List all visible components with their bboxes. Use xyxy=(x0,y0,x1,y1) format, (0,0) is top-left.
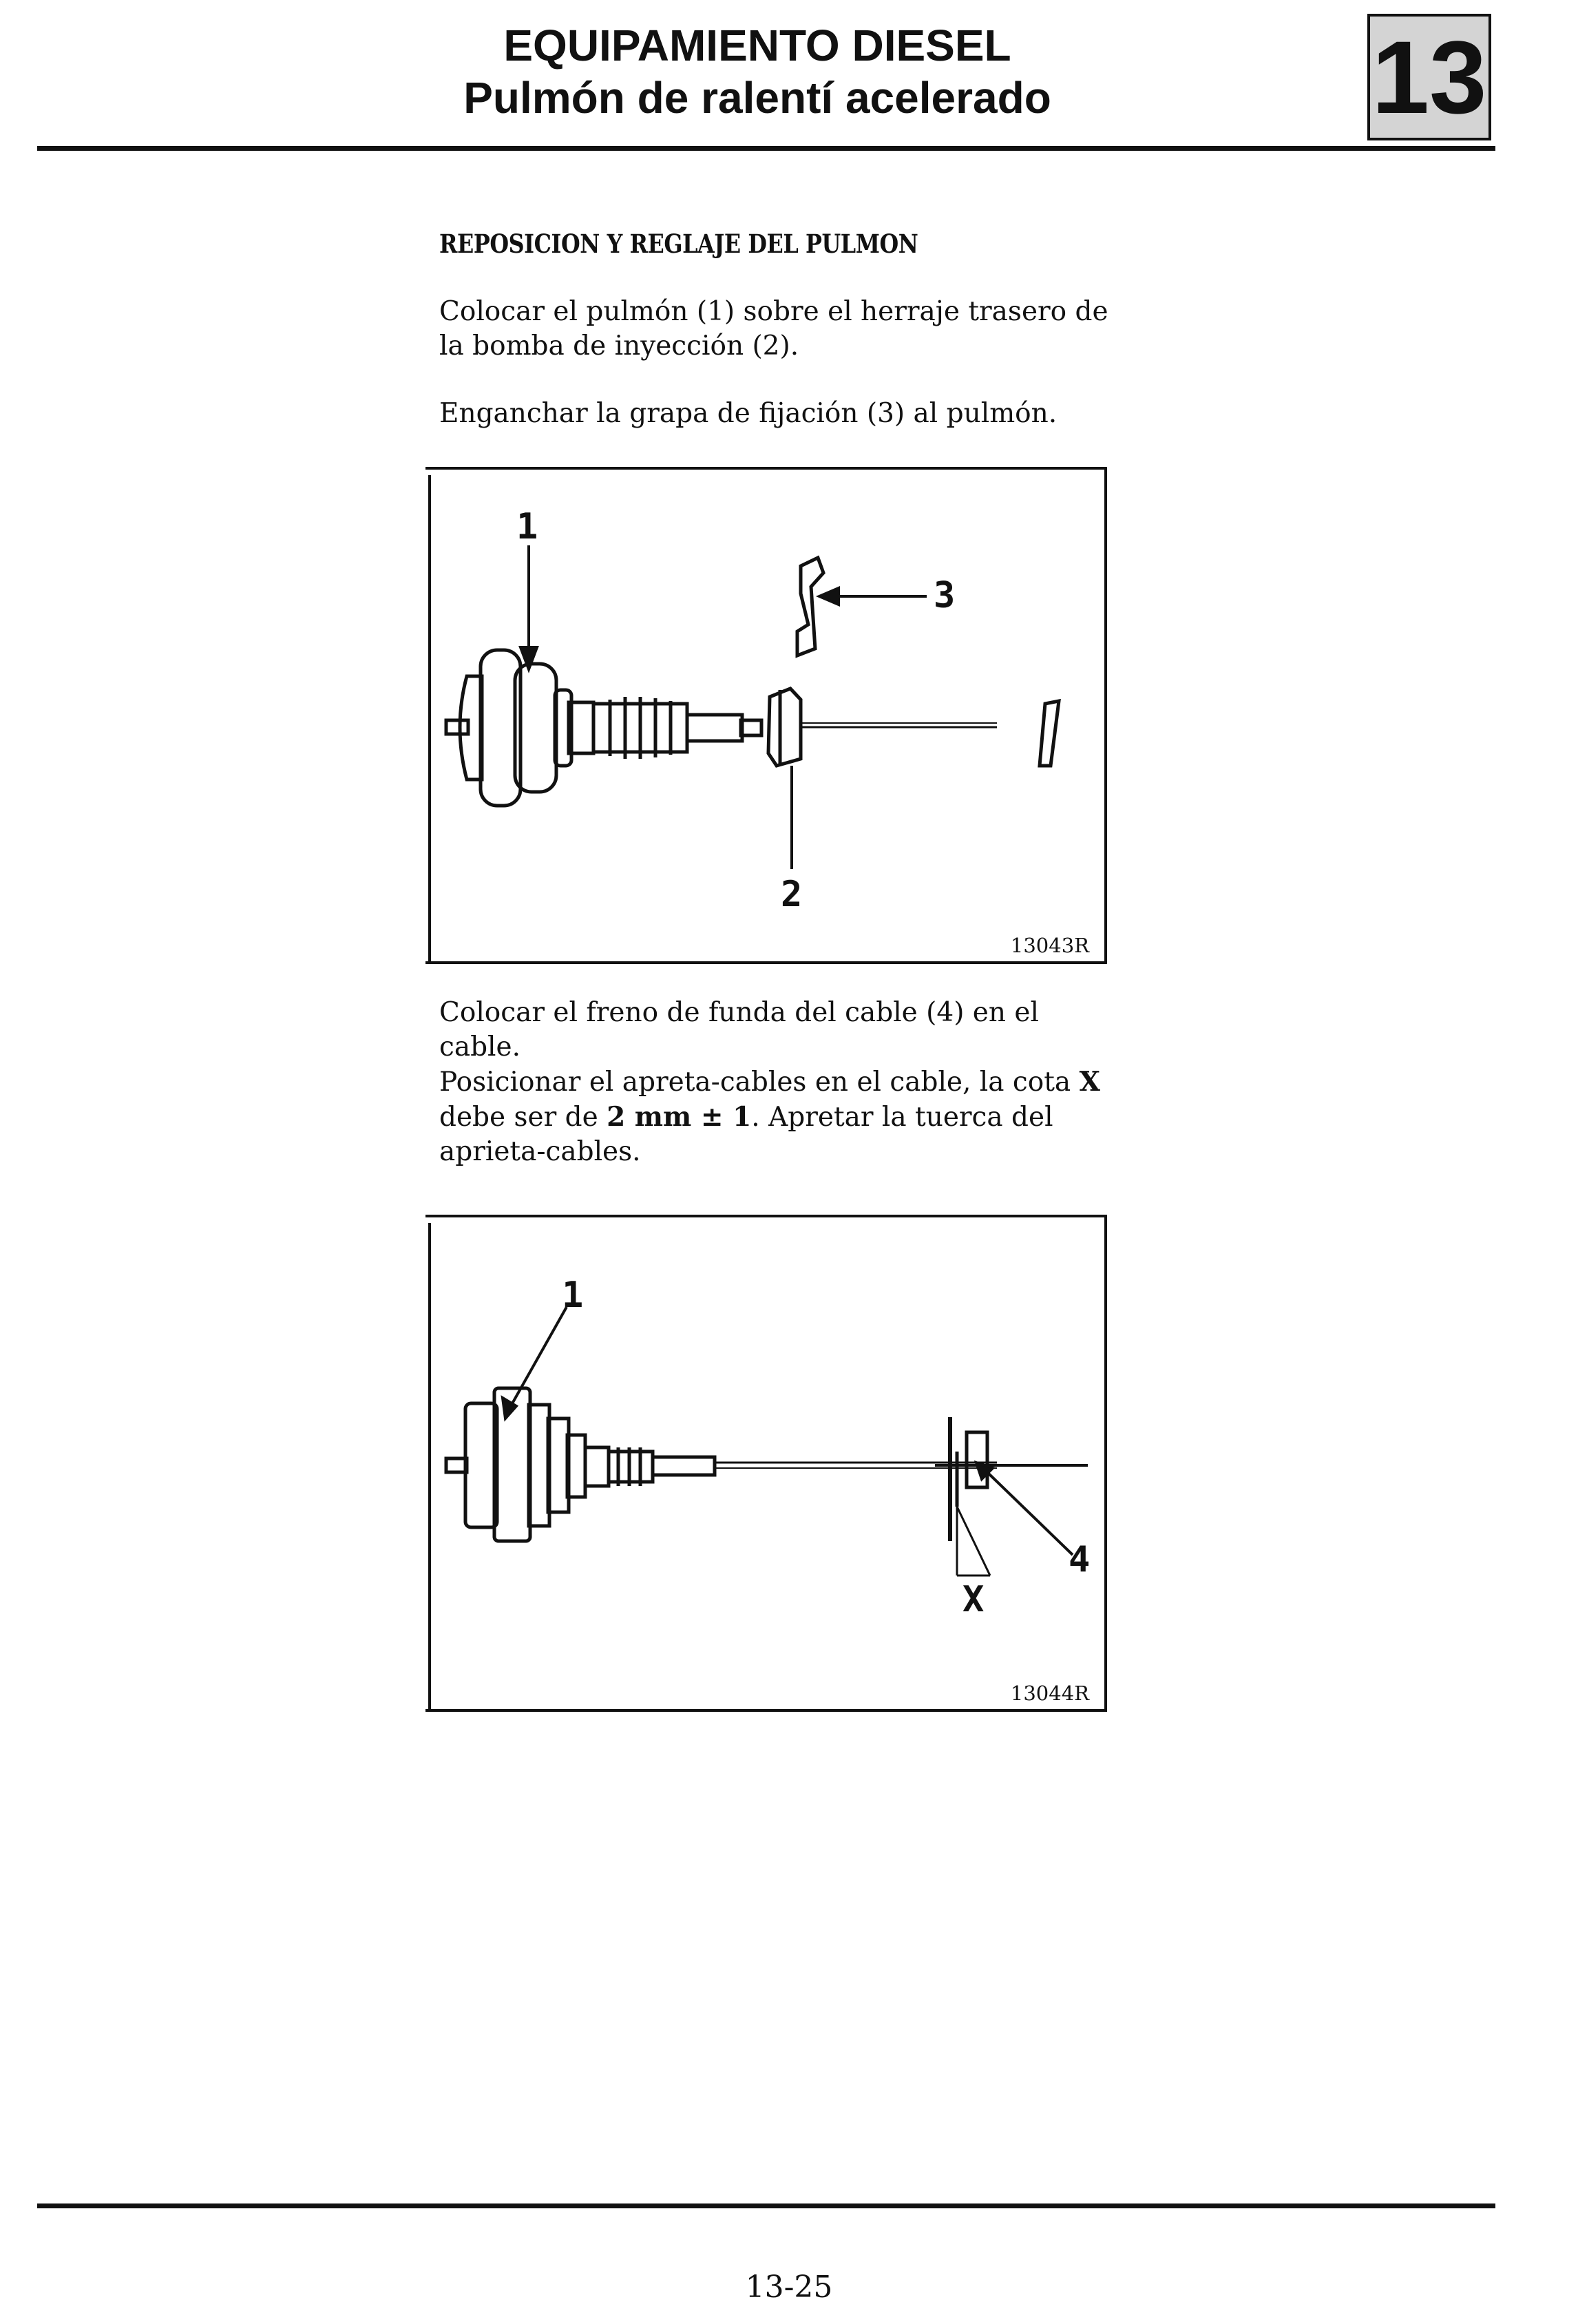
callout-1: 1 xyxy=(516,506,538,547)
diaphragm-mounting-illustration xyxy=(425,470,1107,967)
callout-3: 3 xyxy=(934,575,956,616)
cable-clamp xyxy=(967,1432,987,1487)
footer-divider xyxy=(37,2203,1495,2208)
page-number: 13-25 xyxy=(745,2270,833,2305)
paragraph-1: Colocar el pulmón (1) sobre el herraje trasero de la bomba de inyección (2). xyxy=(439,296,1108,362)
title-line-1: EQUIPAMIENTO DIESEL xyxy=(503,21,1011,70)
figure-13043R xyxy=(425,467,1107,964)
header-divider xyxy=(37,146,1495,151)
callout-2: 2 xyxy=(781,874,803,915)
fixing-clip xyxy=(797,558,823,656)
callout-4: 4 xyxy=(1069,1539,1091,1580)
callout-1: 1 xyxy=(562,1275,584,1316)
paragraph-3: Colocar el freno de funda del cable (4) en el cable. xyxy=(439,997,1039,1062)
page-title xyxy=(413,19,1102,124)
section-heading: REPOSICION Y REGLAJE DEL PULMON xyxy=(439,229,918,259)
figure-reference: 13044R xyxy=(1010,1682,1089,1705)
shaft-stub xyxy=(446,720,468,734)
pump-bracket xyxy=(768,689,801,766)
paragraph-4: Posicionar el apreta-cables en el cable, la cota X debe ser de 2 mm ± 1. Apretar la tuerca del aprieta-cables. xyxy=(439,1066,1100,1167)
dimension-x-label: X xyxy=(962,1579,985,1620)
figure-reference: 13043R xyxy=(1010,934,1089,957)
title-line-2: Pulmón de ralentí acelerado xyxy=(463,73,1051,123)
cable-adjustment-illustration xyxy=(425,1217,1107,1715)
figure-13044R xyxy=(425,1215,1107,1712)
paragraph-2: Enganchar la grapa de fijación (3) al pulmón. xyxy=(439,398,1058,429)
chapter-number-badge: 13 xyxy=(1367,14,1491,140)
